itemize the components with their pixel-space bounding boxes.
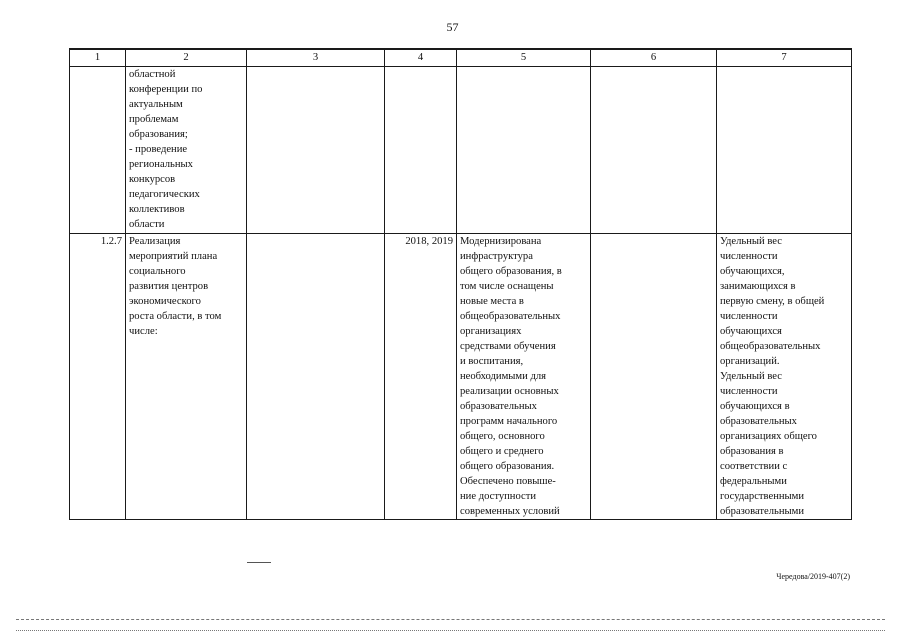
footer-document-code: Чередова/2019-407(2) [776, 572, 850, 581]
activity-cell [126, 67, 247, 234]
period-cell [385, 234, 457, 520]
result-cell [457, 234, 591, 520]
column-header-5: 5 [457, 49, 591, 67]
table-row [70, 234, 852, 520]
header-row [70, 49, 852, 67]
column-3-cell [247, 67, 385, 234]
activity-text: Реализация мероприятий плана социального развития центров экономического роста области, в том числе: [129, 236, 222, 337]
column-header-3: 3 [247, 49, 385, 67]
document-table [69, 48, 852, 520]
indicator-text: Удельный вес численности обучающихся, занимающихся в первую смену, в общей численности обучающихся общеобразовательных организаций. Удельный вес численности обучающихся в образовательных организациях общего образования в соответствии с федеральными государственными образовательными [720, 236, 825, 517]
row-number: 1.2.7 [100, 236, 122, 247]
column-header-4: 4 [385, 49, 457, 67]
activity-text: областной конференции по актуальным проблемам образования; - проведение региональных конкурсов педагогических коллективов области [129, 69, 203, 230]
column-header-1: 1 [70, 49, 126, 67]
row-number-cell [70, 67, 126, 234]
period-cell [385, 67, 457, 234]
period-text: 2018, 2019 [405, 236, 453, 247]
page-number: 57 [446, 20, 459, 34]
result-cell [457, 67, 591, 234]
column-6-cell [591, 234, 717, 520]
row-number-cell [70, 234, 126, 520]
activity-cell [126, 234, 247, 520]
indicator-cell [717, 234, 852, 520]
column-header-2: 2 [126, 49, 247, 67]
scan-divider [16, 630, 885, 631]
result-text: Модернизирована инфраструктура общего образования, в том числе оснащены новые места в общеобразовательных организациях средствами обучения и воспитания, необходимыми для реализации основных образовательных программ начального общего, основного общего и среднего общего образования. Обеспечено повыше- ние доступности современных условий [460, 236, 562, 517]
scan-divider [16, 619, 885, 620]
indicator-cell [717, 67, 852, 234]
column-6-cell [591, 67, 717, 234]
column-3-cell [247, 234, 385, 520]
table-row [70, 67, 852, 234]
column-header-7: 7 [717, 49, 852, 67]
column-header-6: 6 [591, 49, 717, 67]
stray-mark [247, 562, 271, 563]
